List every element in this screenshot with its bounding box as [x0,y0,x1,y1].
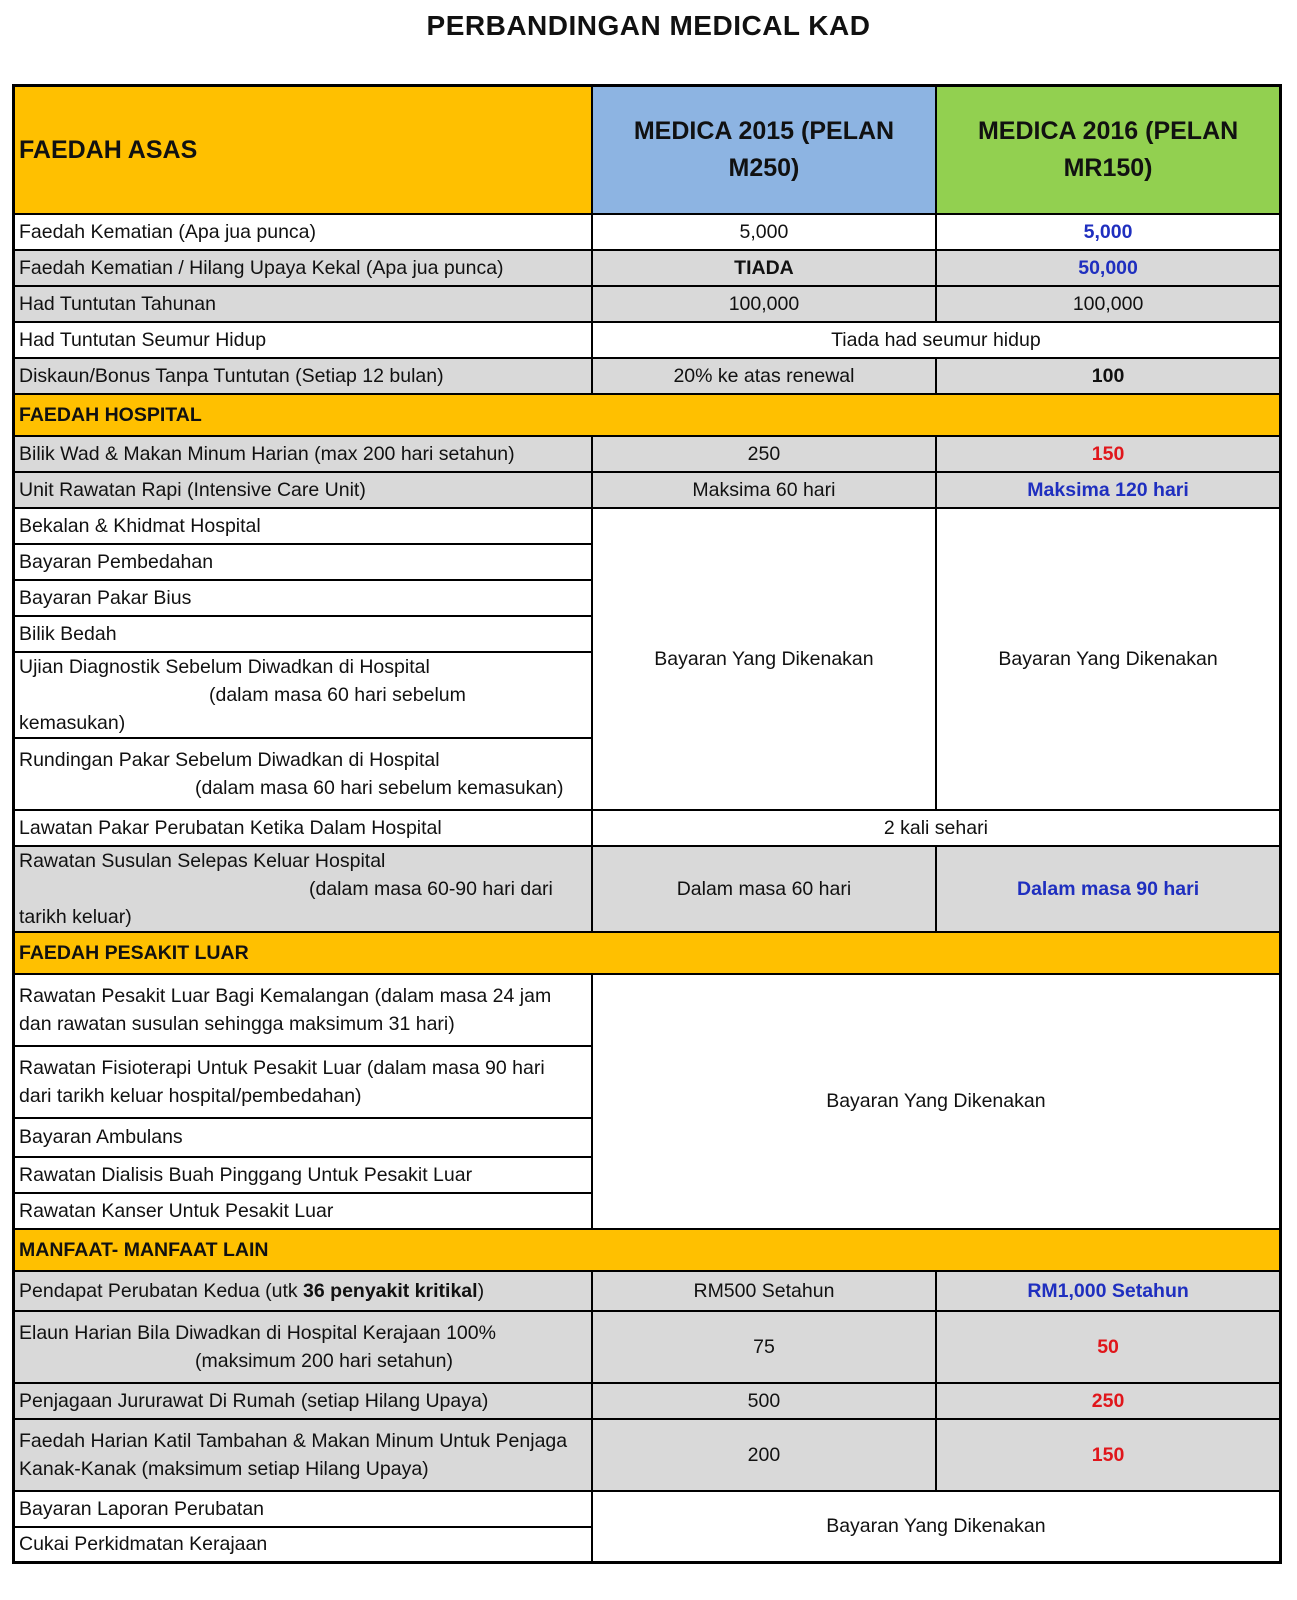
table-row [14,358,1281,394]
value-both: Tiada had seumur hidup [592,322,1281,358]
value-2015: RM500 Setahun [592,1271,936,1311]
row-label: Rundingan Pakar Sebelum Diwadkan di Hospital (dalam masa 60 hari sebelum kemasukan) [14,738,592,810]
value-both-merged: Bayaran Yang Dikenakan [592,974,1281,1229]
value-both-merged: Bayaran Yang Dikenakan [592,1491,1281,1563]
value-2016: Dalam masa 90 hari [936,846,1280,932]
page-title: PERBANDINGAN MEDICAL KAD [426,10,871,41]
row-label: Cukai Perkidmatan Kerajaan [14,1527,592,1563]
value-2015: 100,000 [592,286,936,322]
value-2016: 100 [936,358,1280,394]
value-2015: 200 [592,1419,936,1491]
value-2016-merged: Bayaran Yang Dikenakan [936,508,1280,810]
value-2016: 150 [936,436,1280,472]
table-row [14,250,1281,286]
value-2016: RM1,000 Setahun [936,1271,1280,1311]
row-label: Faedah Harian Katil Tambahan & Makan Minum Untuk Penjaga Kanak-Kanak (maksimum setiap Hilang Upaya) [14,1419,592,1491]
row-label: Elaun Harian Bila Diwadkan di Hospital Kerajaan 100% (maksimum 200 hari setahun) [14,1311,592,1383]
value-2016: 100,000 [936,286,1280,322]
row-label: Faedah Kematian / Hilang Upaya Kekal (Apa jua punca) [14,250,592,286]
row-label: Unit Rawatan Rapi (Intensive Care Unit) [14,472,592,508]
table-row [14,846,1281,932]
comparison-table [12,84,1282,1564]
row-label: Rawatan Pesakit Luar Bagi Kemalangan (dalam masa 24 jam dan rawatan susulan sehingga maksimum 31 hari) [14,974,592,1046]
value-2016: 50 [936,1311,1280,1383]
value-2016: 150 [936,1419,1280,1491]
value-2015: 250 [592,436,936,472]
row-label: Had Tuntutan Seumur Hidup [14,322,592,358]
row-label: Rawatan Susulan Selepas Keluar Hospital (dalam masa 60-90 hari dari tarikh keluar) [14,846,592,932]
section-title: FAEDAH HOSPITAL [14,394,1281,436]
row-label: Bilik Wad & Makan Minum Harian (max 200 hari setahun) [14,436,592,472]
table-row [14,1419,1281,1491]
row-label: Bayaran Pakar Bius [14,580,592,616]
table-row [14,214,1281,250]
row-label: Faedah Kematian (Apa jua punca) [14,214,592,250]
table-row [14,1311,1281,1383]
row-label: Rawatan Kanser Untuk Pesakit Luar [14,1193,592,1229]
row-label: Pendapat Perubatan Kedua (utk 36 penyakit kritikal) [14,1271,592,1311]
value-2016: 5,000 [936,214,1280,250]
section-title: FAEDAH PESAKIT LUAR [14,932,1281,974]
value-2015: 20% ke atas renewal [592,358,936,394]
row-label: Lawatan Pakar Perubatan Ketika Dalam Hospital [14,810,592,846]
header-medica-2015: MEDICA 2015 (PELAN M250) [592,86,936,214]
table-row [14,286,1281,322]
table-row [14,436,1281,472]
header-faedah-asas: FAEDAH ASAS [14,86,592,214]
row-label: Bilik Bedah [14,616,592,652]
value-2015: 75 [592,1311,936,1383]
table-header-row [14,86,1281,214]
value-2015: TIADA [592,250,936,286]
value-2015: 5,000 [592,214,936,250]
value-2015: 500 [592,1383,936,1419]
row-label: Bayaran Pembedahan [14,544,592,580]
value-2016: Maksima 120 hari [936,472,1280,508]
table-row [14,974,1281,1046]
value-2016: 50,000 [936,250,1280,286]
row-label: Ujian Diagnostik Sebelum Diwadkan di Hospital (dalam masa 60 hari sebelum kemasukan) [14,652,592,738]
value-2016: 250 [936,1383,1280,1419]
row-label: Rawatan Dialisis Buah Pinggang Untuk Pesakit Luar [14,1157,592,1193]
table-row [14,1491,1281,1527]
table-row [14,1383,1281,1419]
value-both: 2 kali sehari [592,810,1281,846]
table-row [14,322,1281,358]
value-2015: Dalam masa 60 hari [592,846,936,932]
table-row [14,508,1281,544]
section-title: MANFAAT- MANFAAT LAIN [14,1229,1281,1271]
value-2015-merged: Bayaran Yang Dikenakan [592,508,936,810]
table-row [14,1271,1281,1311]
row-label: Had Tuntutan Tahunan [14,286,592,322]
section-manfaat-lain [14,1229,1281,1271]
row-label: Bayaran Ambulans [14,1118,592,1157]
table-row [14,810,1281,846]
table-row [14,472,1281,508]
row-label: Bayaran Laporan Perubatan [14,1491,592,1527]
row-label: Bekalan & Khidmat Hospital [14,508,592,544]
row-label: Diskaun/Bonus Tanpa Tuntutan (Setiap 12 bulan) [14,358,592,394]
row-label: Penjagaan Jururawat Di Rumah (setiap Hilang Upaya) [14,1383,592,1419]
section-faedah-hospital [14,394,1281,436]
section-faedah-pesakit-luar [14,932,1281,974]
row-label: Rawatan Fisioterapi Untuk Pesakit Luar (dalam masa 90 hari dari tarikh keluar hospital/pembedahan) [14,1046,592,1118]
value-2015: Maksima 60 hari [592,472,936,508]
header-medica-2016: MEDICA 2016 (PELAN MR150) [936,86,1280,214]
